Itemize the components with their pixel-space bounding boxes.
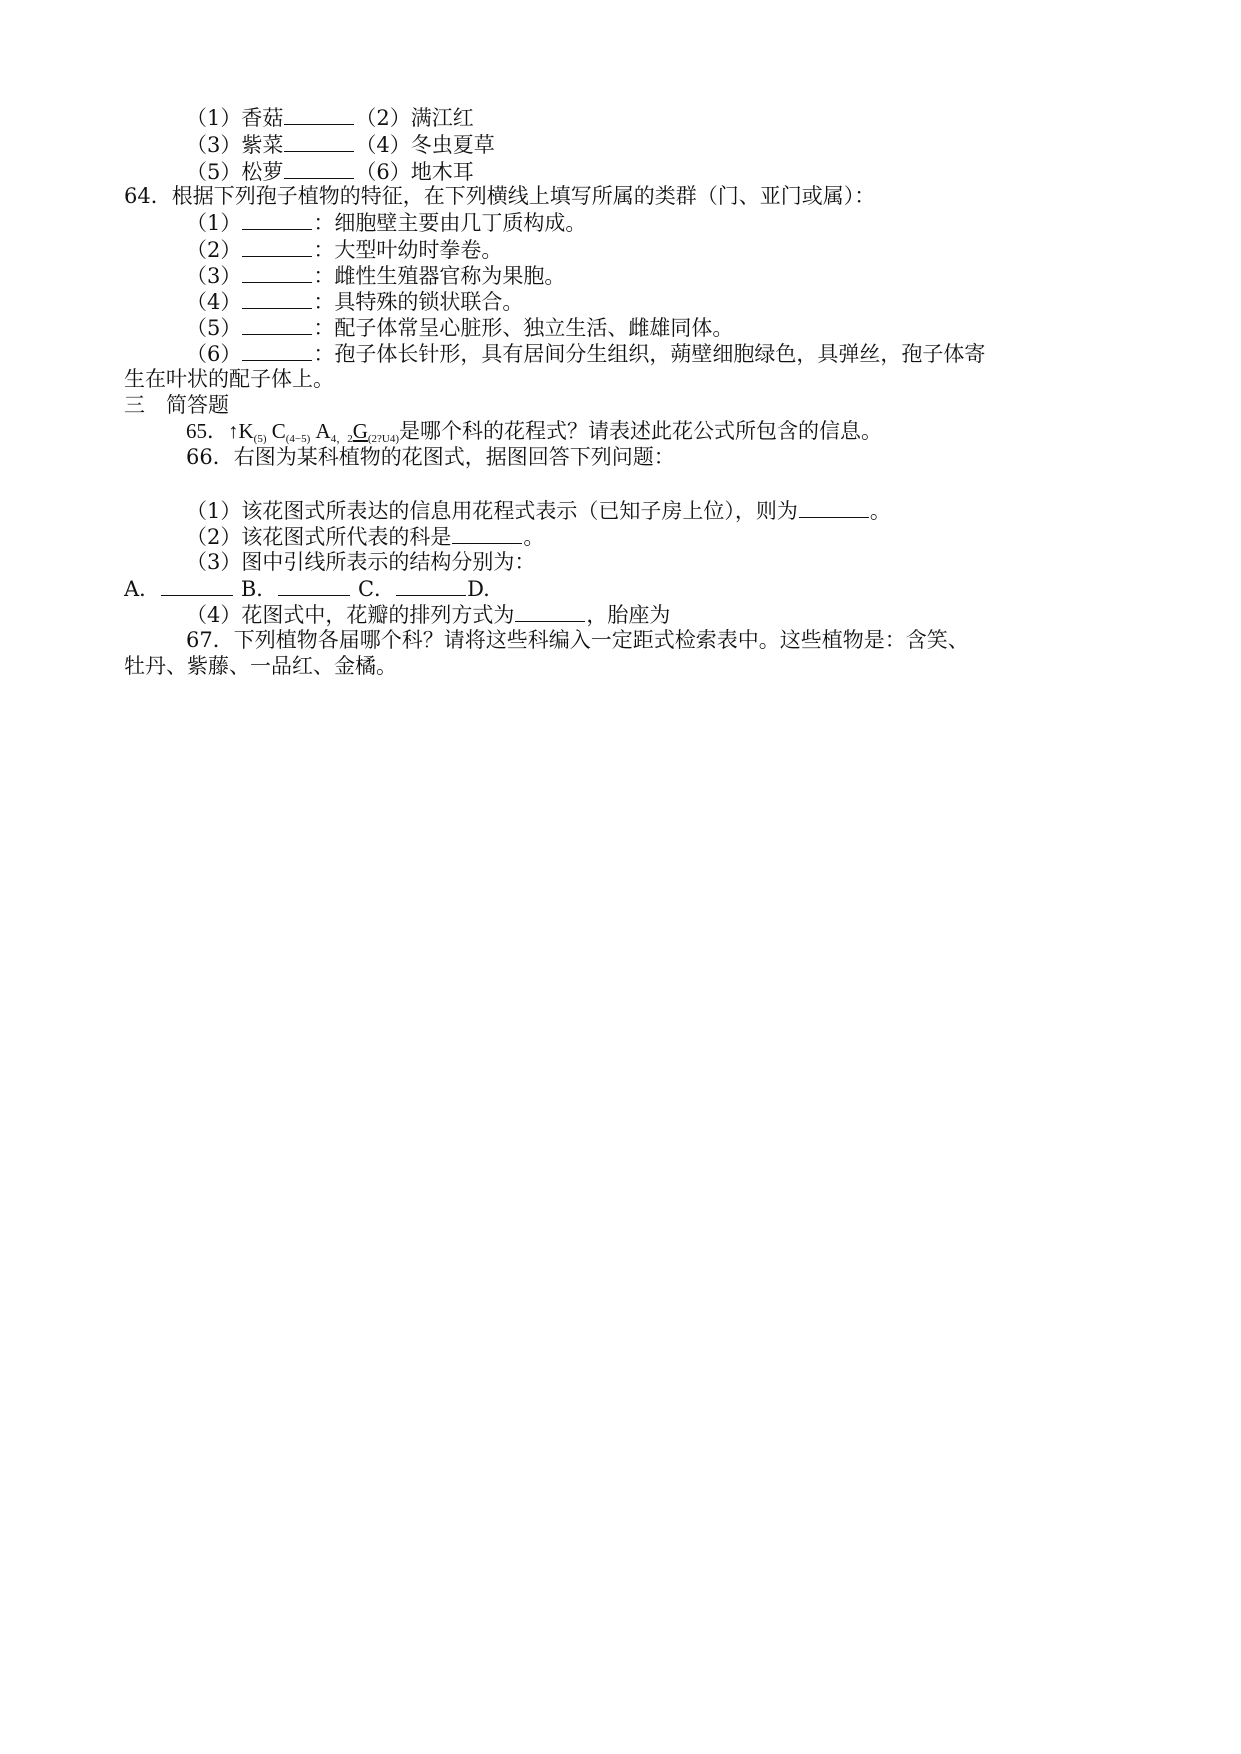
answer-blank-a[interactable]	[161, 575, 233, 596]
q66-item-4	[186, 601, 1121, 627]
q64-item-6-continued: 生在叶状的配子体上。	[124, 367, 334, 391]
item-text: ：具特殊的锁状联合。	[313, 290, 524, 314]
item-text: （2）该花图式所代表的科是	[186, 525, 452, 549]
item-text: ：孢子体长针形，具有居间分生组织，蒴壁细胞绿色，具弹丝，孢子体寄	[313, 342, 986, 366]
item-2: （2）满江红	[355, 106, 474, 130]
q64-item-5	[186, 314, 1121, 340]
q66-item-1	[186, 497, 1121, 523]
item-text: ：雌性生殖器官称为果胞。	[313, 264, 566, 288]
floral-formula	[228, 419, 399, 443]
calyx-symbol: K	[238, 419, 254, 443]
label-b: B．	[240, 577, 278, 601]
item-6: （6）地木耳	[355, 160, 474, 184]
label-c: C．	[357, 577, 396, 601]
answer-blank-b[interactable]	[278, 575, 350, 596]
answer-blank[interactable]	[284, 158, 354, 179]
item-text: ：细胞壁主要由几丁质构成。	[313, 211, 587, 235]
zygomorphic-arrow-icon: ↑	[228, 419, 239, 443]
answer-blank[interactable]	[242, 209, 312, 230]
answer-blank[interactable]	[242, 314, 312, 335]
q66-item-3-answers	[124, 575, 1121, 601]
q65	[186, 418, 1121, 444]
corolla-count: (4−5)	[285, 433, 311, 445]
item-number: （5）	[186, 316, 242, 340]
item-number: （3）	[186, 264, 242, 288]
answer-blank[interactable]	[452, 523, 522, 544]
q67-line-1: 67．下列植物各届哪个科？请将这些科编入一定距式检索表中。这些植物是：含笑、	[186, 628, 969, 652]
androecium-symbol: A	[315, 419, 331, 443]
item-1: （1）香菇	[186, 106, 284, 130]
item-text: ：大型叶幼时拳卷。	[313, 238, 503, 262]
item-text: ：配子体常呈心脏形、独立生活、雌雄同体。	[313, 316, 734, 340]
item-4: （4）冬虫夏草	[355, 133, 495, 157]
answer-blank[interactable]	[242, 288, 312, 309]
calyx-count: (5)	[253, 433, 267, 445]
q64-item-2	[186, 236, 1121, 262]
item-end: 。	[523, 525, 545, 549]
item-3: （3）紫菜	[186, 133, 284, 157]
q64-item-4	[186, 288, 1121, 314]
answer-blank[interactable]	[284, 131, 354, 152]
q67-line-2: 牡丹、紫藤、一品红、金橘。	[124, 654, 397, 678]
gynoecium-symbol: G	[352, 419, 368, 443]
answer-blank[interactable]	[242, 236, 312, 257]
item-number: （1）	[186, 211, 242, 235]
item-number: （2）	[186, 238, 242, 262]
answer-blank-c[interactable]	[396, 575, 466, 596]
item-text: （4）花图式中，花瓣的排列方式为	[186, 603, 515, 627]
section-heading: 三 简答题	[124, 393, 229, 417]
answer-blank[interactable]	[242, 262, 312, 283]
q64-item-6	[186, 340, 1121, 366]
q64-stem: 64．根据下列孢子植物的特征，在下列横线上填写所属的类群（门、亚门或属）：	[124, 184, 876, 208]
label-d: D.	[467, 577, 490, 601]
gynoecium-count: (2?U4)	[367, 433, 400, 445]
answer-blank[interactable]	[799, 497, 869, 518]
q63-items-row-1	[186, 104, 1121, 130]
q66-item-2	[186, 523, 1121, 549]
item-5: （5）松萝	[186, 160, 284, 184]
answer-blank[interactable]	[284, 104, 354, 125]
item-text-tail: ，胎座为	[586, 603, 671, 627]
q63-items-row-2	[186, 131, 1121, 157]
answer-blank[interactable]	[515, 601, 585, 622]
androecium-count: 4，2	[330, 433, 353, 445]
q66-item-3: （3）图中引线所表示的结构分别为：	[186, 550, 536, 574]
q64-item-1	[186, 209, 1121, 235]
item-end: 。	[869, 499, 891, 523]
question-text: 是哪个科的花程式？请表述此花公式所包含的信息。	[399, 419, 883, 443]
label-a: A．	[124, 577, 161, 601]
corolla-symbol: C	[271, 419, 286, 443]
q66-stem: 66．右图为某科植物的花图式，据图回答下列问题：	[186, 445, 675, 469]
item-text: （1）该花图式所表达的信息用花程式表示（已知子房上位），则为	[186, 499, 798, 523]
q64-item-3	[186, 262, 1121, 288]
q63-items-row-3	[186, 158, 1121, 184]
item-number: （4）	[186, 290, 242, 314]
question-number: 65．	[186, 419, 228, 443]
item-number: （6）	[186, 342, 242, 366]
answer-blank[interactable]	[242, 340, 312, 361]
